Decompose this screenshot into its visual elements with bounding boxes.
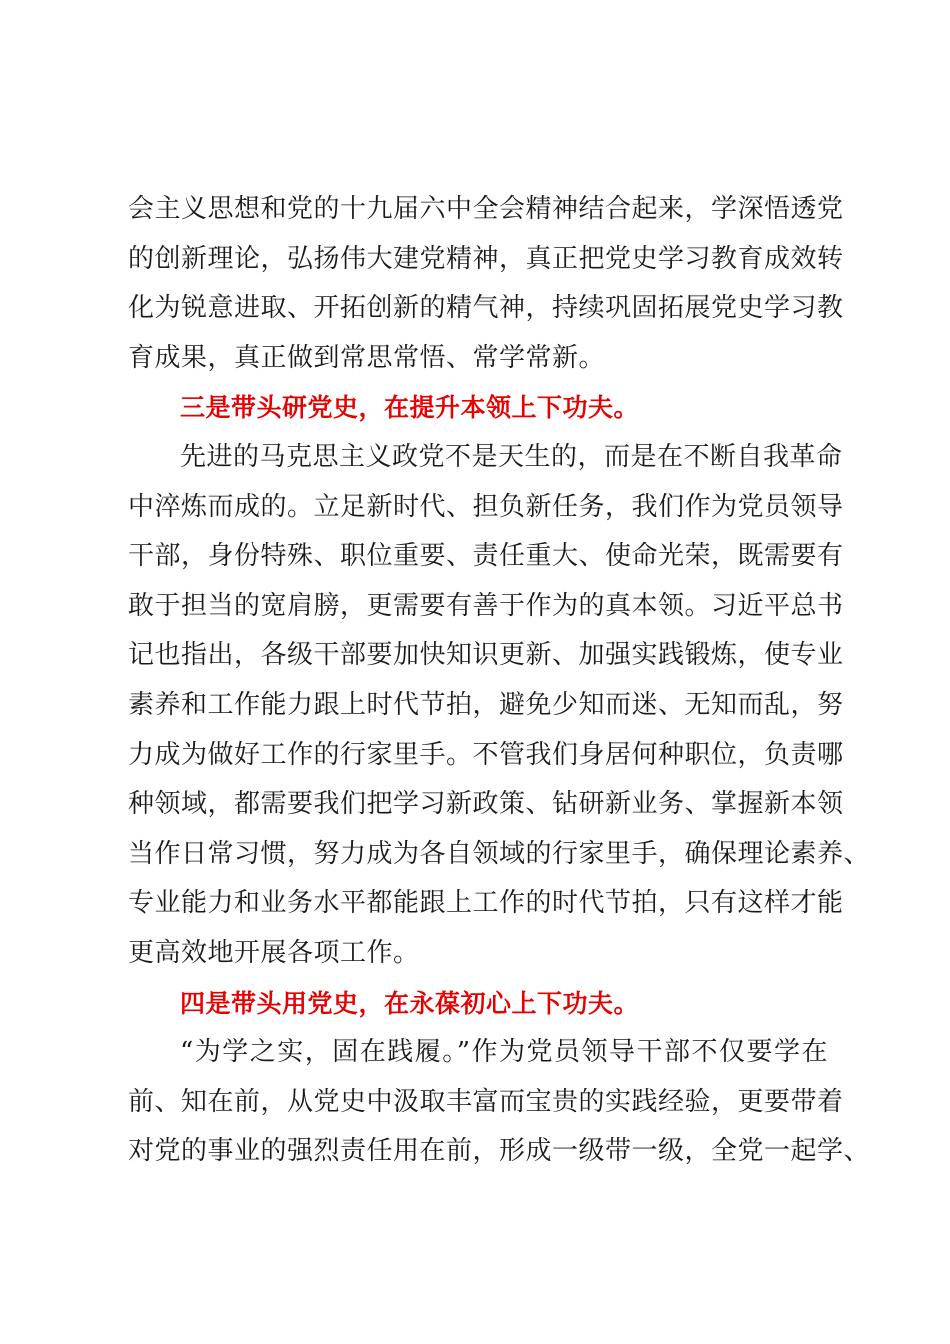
document-body xyxy=(128,185,871,1177)
paragraph-line: “为学之实，固在践履。”作为党员领导干部不仅要学在 xyxy=(180,1037,828,1068)
paragraph-3 xyxy=(128,1028,871,1177)
paragraph-line: 种领域，都需要我们把学习新政策、钻研新业务、掌握新本领 xyxy=(128,789,844,820)
paragraph-line: 前、知在前，从党史中汲取丰富而宝贵的实践经验，更要带着 xyxy=(128,1086,844,1117)
paragraph-line: 当作日常习惯，努力成为各自领域的行家里手，确保理论素养、 xyxy=(128,838,871,869)
paragraph-line: 敢于担当的宽肩膀，更需要有善于作为的真本领。习近平总书 xyxy=(128,590,844,621)
paragraph-1 xyxy=(128,185,844,383)
section-heading-4: 四是带头用党史，在永葆初心上下功夫。 xyxy=(180,988,640,1018)
paragraph-line: 先进的马克思主义政党不是天生的，而是在不断自我革命 xyxy=(180,441,843,472)
paragraph-2 xyxy=(128,433,871,979)
paragraph-line: 会主义思想和党的十九届六中全会精神结合起来，学深悟透党 xyxy=(128,194,844,224)
paragraph-line: 干部，身份特殊、职位重要、责任重大、使命光荣，既需要有 xyxy=(128,541,844,572)
paragraph-line: 力成为做好工作的行家里手。不管我们身居何种职位，负责哪 xyxy=(128,739,844,770)
paragraph-line: 记也指出，各级干部要加快知识更新、加强实践锻炼，使专业 xyxy=(128,640,844,671)
paragraph-line: 专业能力和业务水平都能跟上工作的时代节拍，只有这样才能 xyxy=(128,888,844,919)
paragraph-line: 化为锐意进取、开拓创新的精气神，持续巩固拓展党史学习教 xyxy=(128,293,844,324)
paragraph-line: 更高效地开展各项工作。 xyxy=(128,937,420,968)
paragraph-line: 育成果，真正做到常思常悟、常学常新。 xyxy=(128,342,606,373)
paragraph-line: 素养和工作能力跟上时代节拍，避免少知而迷、无知而乱，努 xyxy=(128,689,844,720)
section-heading-3: 三是带头研党史，在提升本领上下功夫。 xyxy=(180,393,640,423)
paragraph-line: 对党的事业的强烈责任用在前，形成一级带一级，全党一起学、 xyxy=(128,1136,871,1167)
paragraph-line: 的创新理论，弘扬伟大建党精神，真正把党史学习教育成效转 xyxy=(128,243,844,274)
paragraph-line: 中淬炼而成的。立足新时代、担负新任务，我们作为党员领导 xyxy=(128,491,844,522)
